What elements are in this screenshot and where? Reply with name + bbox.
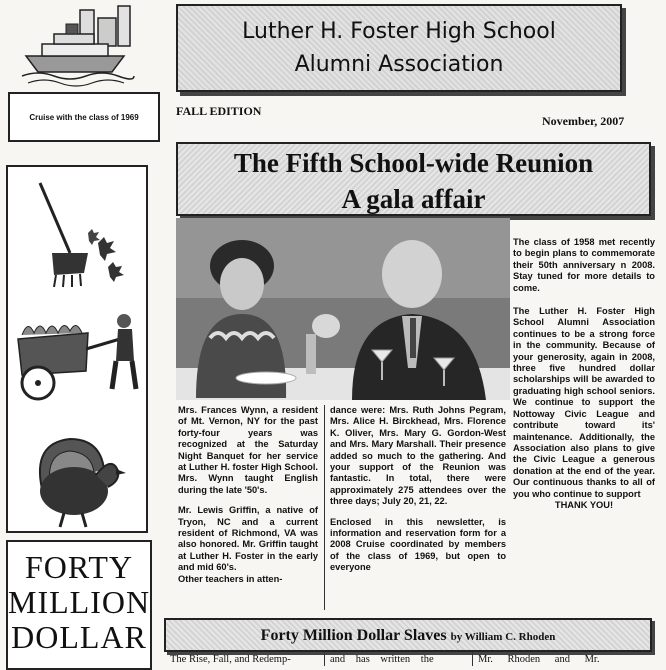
book-review-banner <box>164 618 652 652</box>
masthead-subtitle: Alumni Association <box>294 52 504 77</box>
side-paragraph-2: The Luther H. Foster High School Alumni Association continues to be a strong force in the community. Because of your generosity, again in 2008, three five hundred dollar scholarships will be awarded to graduating high school seniors. We continue to support the Nottoway Civic League and contribute toward its' maintenance. Additionally, the Association also plans to give the Civic League a generous donation at the end of the year. Our continuous thanks to all of you who continue to support <box>513 306 655 499</box>
headline-line1: The Fifth School-wide Reunion <box>233 148 594 178</box>
forty-line1: FORTY <box>25 549 133 585</box>
side-paragraph-1: The class of 1958 met recently to begin plans to commemorate their 50th anniversary n 2008. Stay tuned for more details to come. <box>513 237 655 293</box>
harvest-cart-icon <box>8 299 146 419</box>
bottom-column-1: The Rise, Fall, and Redemp- <box>170 654 291 665</box>
article-column-1 <box>178 405 318 594</box>
masthead-title: Luther H. Foster High School <box>242 19 556 44</box>
edition-label: FALL EDITION <box>176 104 262 118</box>
cruise-ship-illustration <box>18 4 136 88</box>
reunion-headline <box>176 142 651 216</box>
bottom-column-2: and has written the <box>330 654 434 665</box>
article-paragraph-teachers: Other teachers in atten- <box>178 573 283 584</box>
article-paragraph-wynn: Mrs. Frances Wynn, a resident of Mt. Vernon, NY for the past forty-four years was recognized at the Saturday Night Banquet for her service at Luther H. foster High School. Mrs. Wynn taught English during the late '50's. <box>178 405 318 495</box>
bottom-divider-2 <box>472 652 473 666</box>
column-divider <box>324 405 325 610</box>
autumn-clipart-panel <box>6 165 148 533</box>
article-column-2 <box>330 405 506 583</box>
masthead <box>176 4 622 92</box>
article-paragraph-attendance: dance were: Mrs. Ruth Johns Pegram, Mrs. Alice H. Birckhead, Mrs. Florence K. Oliver, Mrs. Mary G. Gordon-West and Mrs. Mary Marshall. Their presence added so much to the gathering. And your support of the Reunion was fantastic. In total, there were approximately 275 attendees over the three days; July 20, 21, 22. <box>330 405 506 507</box>
turkey-icon <box>8 429 146 529</box>
book-title: Forty Million Dollar Slaves <box>260 627 447 644</box>
cruise-box-text: Cruise with the class of 1969 <box>29 112 139 122</box>
bottom-divider-1 <box>324 652 325 666</box>
side-article <box>513 237 655 511</box>
issue-date: November, 2007 <box>542 114 625 128</box>
forty-million-dollar-sidebar <box>6 540 152 670</box>
book-byline: by William C. Rhoden <box>450 631 556 643</box>
bottom-column-3: Mr. Rhoden and Mr. <box>478 654 600 665</box>
rake-leaves-icon <box>8 175 146 290</box>
cruise-box <box>8 92 160 142</box>
reunion-photo <box>176 218 510 400</box>
article-paragraph-griffin: Mr. Lewis Griffin, a native of Tryon, NC and a current resident of Richmond, VA was also honored. Mr. Griffin taught at Luther H. Foster in the early and mid 60's. <box>178 505 318 573</box>
article-paragraph-cruise: Enclosed in this newsletter, is information and reservation form for a 2008 Cruise coordinated by members of the class of 1969, but open to everyone <box>330 516 506 573</box>
thank-you-text: THANK YOU! <box>554 499 614 510</box>
forty-line3: DOLLAR <box>11 619 147 655</box>
headline-line2: A gala affair <box>341 184 486 214</box>
forty-line2: MILLION <box>8 584 151 620</box>
